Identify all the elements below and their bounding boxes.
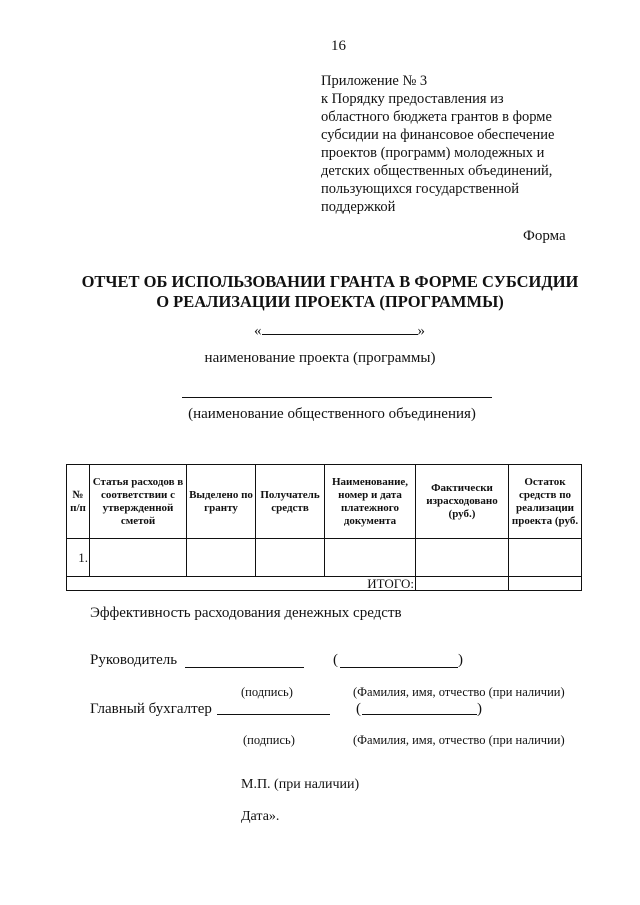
close-quote: » — [417, 323, 425, 339]
total-label: ИТОГО: — [67, 577, 416, 591]
header-spent: Фактически израсходовано (руб.) — [416, 465, 509, 539]
header-number: № п/п — [67, 465, 90, 539]
grant-report-table — [66, 464, 582, 591]
project-name-field — [254, 322, 425, 340]
stamp-label: М.П. (при наличии) — [241, 777, 360, 792]
head-signature-blank — [185, 667, 304, 668]
name-caption: (Фамилия, имя, отчество (при наличии) — [353, 685, 565, 699]
appendix-line: поддержкой — [321, 199, 396, 215]
appendix-line: к Порядку предоставления из — [321, 91, 504, 107]
total-cell — [509, 577, 582, 591]
table-cell — [509, 539, 582, 577]
paren-open: ( — [333, 652, 338, 668]
table-row — [67, 539, 582, 577]
total-row — [67, 577, 582, 591]
accountant-name-blank — [362, 714, 477, 715]
appendix-line: Приложение № 3 — [321, 73, 428, 89]
accountant-label: Главный бухгалтер — [90, 701, 212, 717]
name-caption: (Фамилия, имя, отчество (при наличии) — [353, 733, 565, 747]
header-payment-document: Наименование, номер и дата платежного документа — [325, 465, 416, 539]
table-cell — [187, 539, 256, 577]
signature-caption: (подпись) — [241, 685, 293, 699]
project-name-blank — [262, 322, 418, 335]
date-label: Дата». — [241, 809, 280, 824]
total-cell — [416, 577, 509, 591]
organization-blank — [182, 397, 492, 398]
header-balance: Остаток средств по реализации проекта (руб. — [509, 465, 582, 539]
paren-open: ( — [356, 701, 361, 717]
open-quote: « — [254, 323, 262, 339]
header-allocated: Выделено по гранту — [187, 465, 256, 539]
appendix-note — [321, 72, 621, 216]
head-name-blank — [340, 667, 458, 668]
appendix-line: областного бюджета грантов в форме — [321, 109, 552, 125]
paren-close: ) — [477, 701, 482, 717]
table-cell — [256, 539, 325, 577]
appendix-line: детских общественных объединений, — [321, 163, 553, 179]
title-line-2: О РЕАЛИЗАЦИИ ПРОЕКТА (ПРОГРАММЫ) — [156, 292, 504, 311]
signature-caption: (подпись) — [243, 733, 295, 747]
table-header-row — [67, 465, 582, 539]
appendix-line: проектов (программ) молодежных и — [321, 145, 545, 161]
form-label: Форма — [523, 228, 566, 244]
page-number: 16 — [331, 38, 346, 54]
organization-caption: (наименование общественного объединения) — [188, 406, 476, 422]
table-cell — [325, 539, 416, 577]
table-cell — [90, 539, 187, 577]
header-expense-item: Статья расходов в соответствии с утвержденной сметой — [90, 465, 187, 539]
table-cell — [416, 539, 509, 577]
efficiency-label: Эффективность расходования денежных средств — [90, 605, 402, 621]
document-title — [40, 272, 620, 312]
project-name-caption: наименование проекта (программы) — [204, 350, 436, 366]
head-label: Руководитель — [90, 652, 178, 668]
paren-close: ) — [458, 652, 463, 668]
row-number: 1. — [67, 539, 90, 577]
title-line-1: ОТЧЕТ ОБ ИСПОЛЬЗОВАНИИ ГРАНТА В ФОРМЕ СУБСИДИИ — [81, 272, 579, 291]
appendix-line: субсидии на финансовое обеспечение — [321, 127, 555, 143]
accountant-signature-blank — [217, 714, 330, 715]
appendix-line: пользующихся государственной — [321, 181, 520, 197]
header-recipient: Получатель средств — [256, 465, 325, 539]
